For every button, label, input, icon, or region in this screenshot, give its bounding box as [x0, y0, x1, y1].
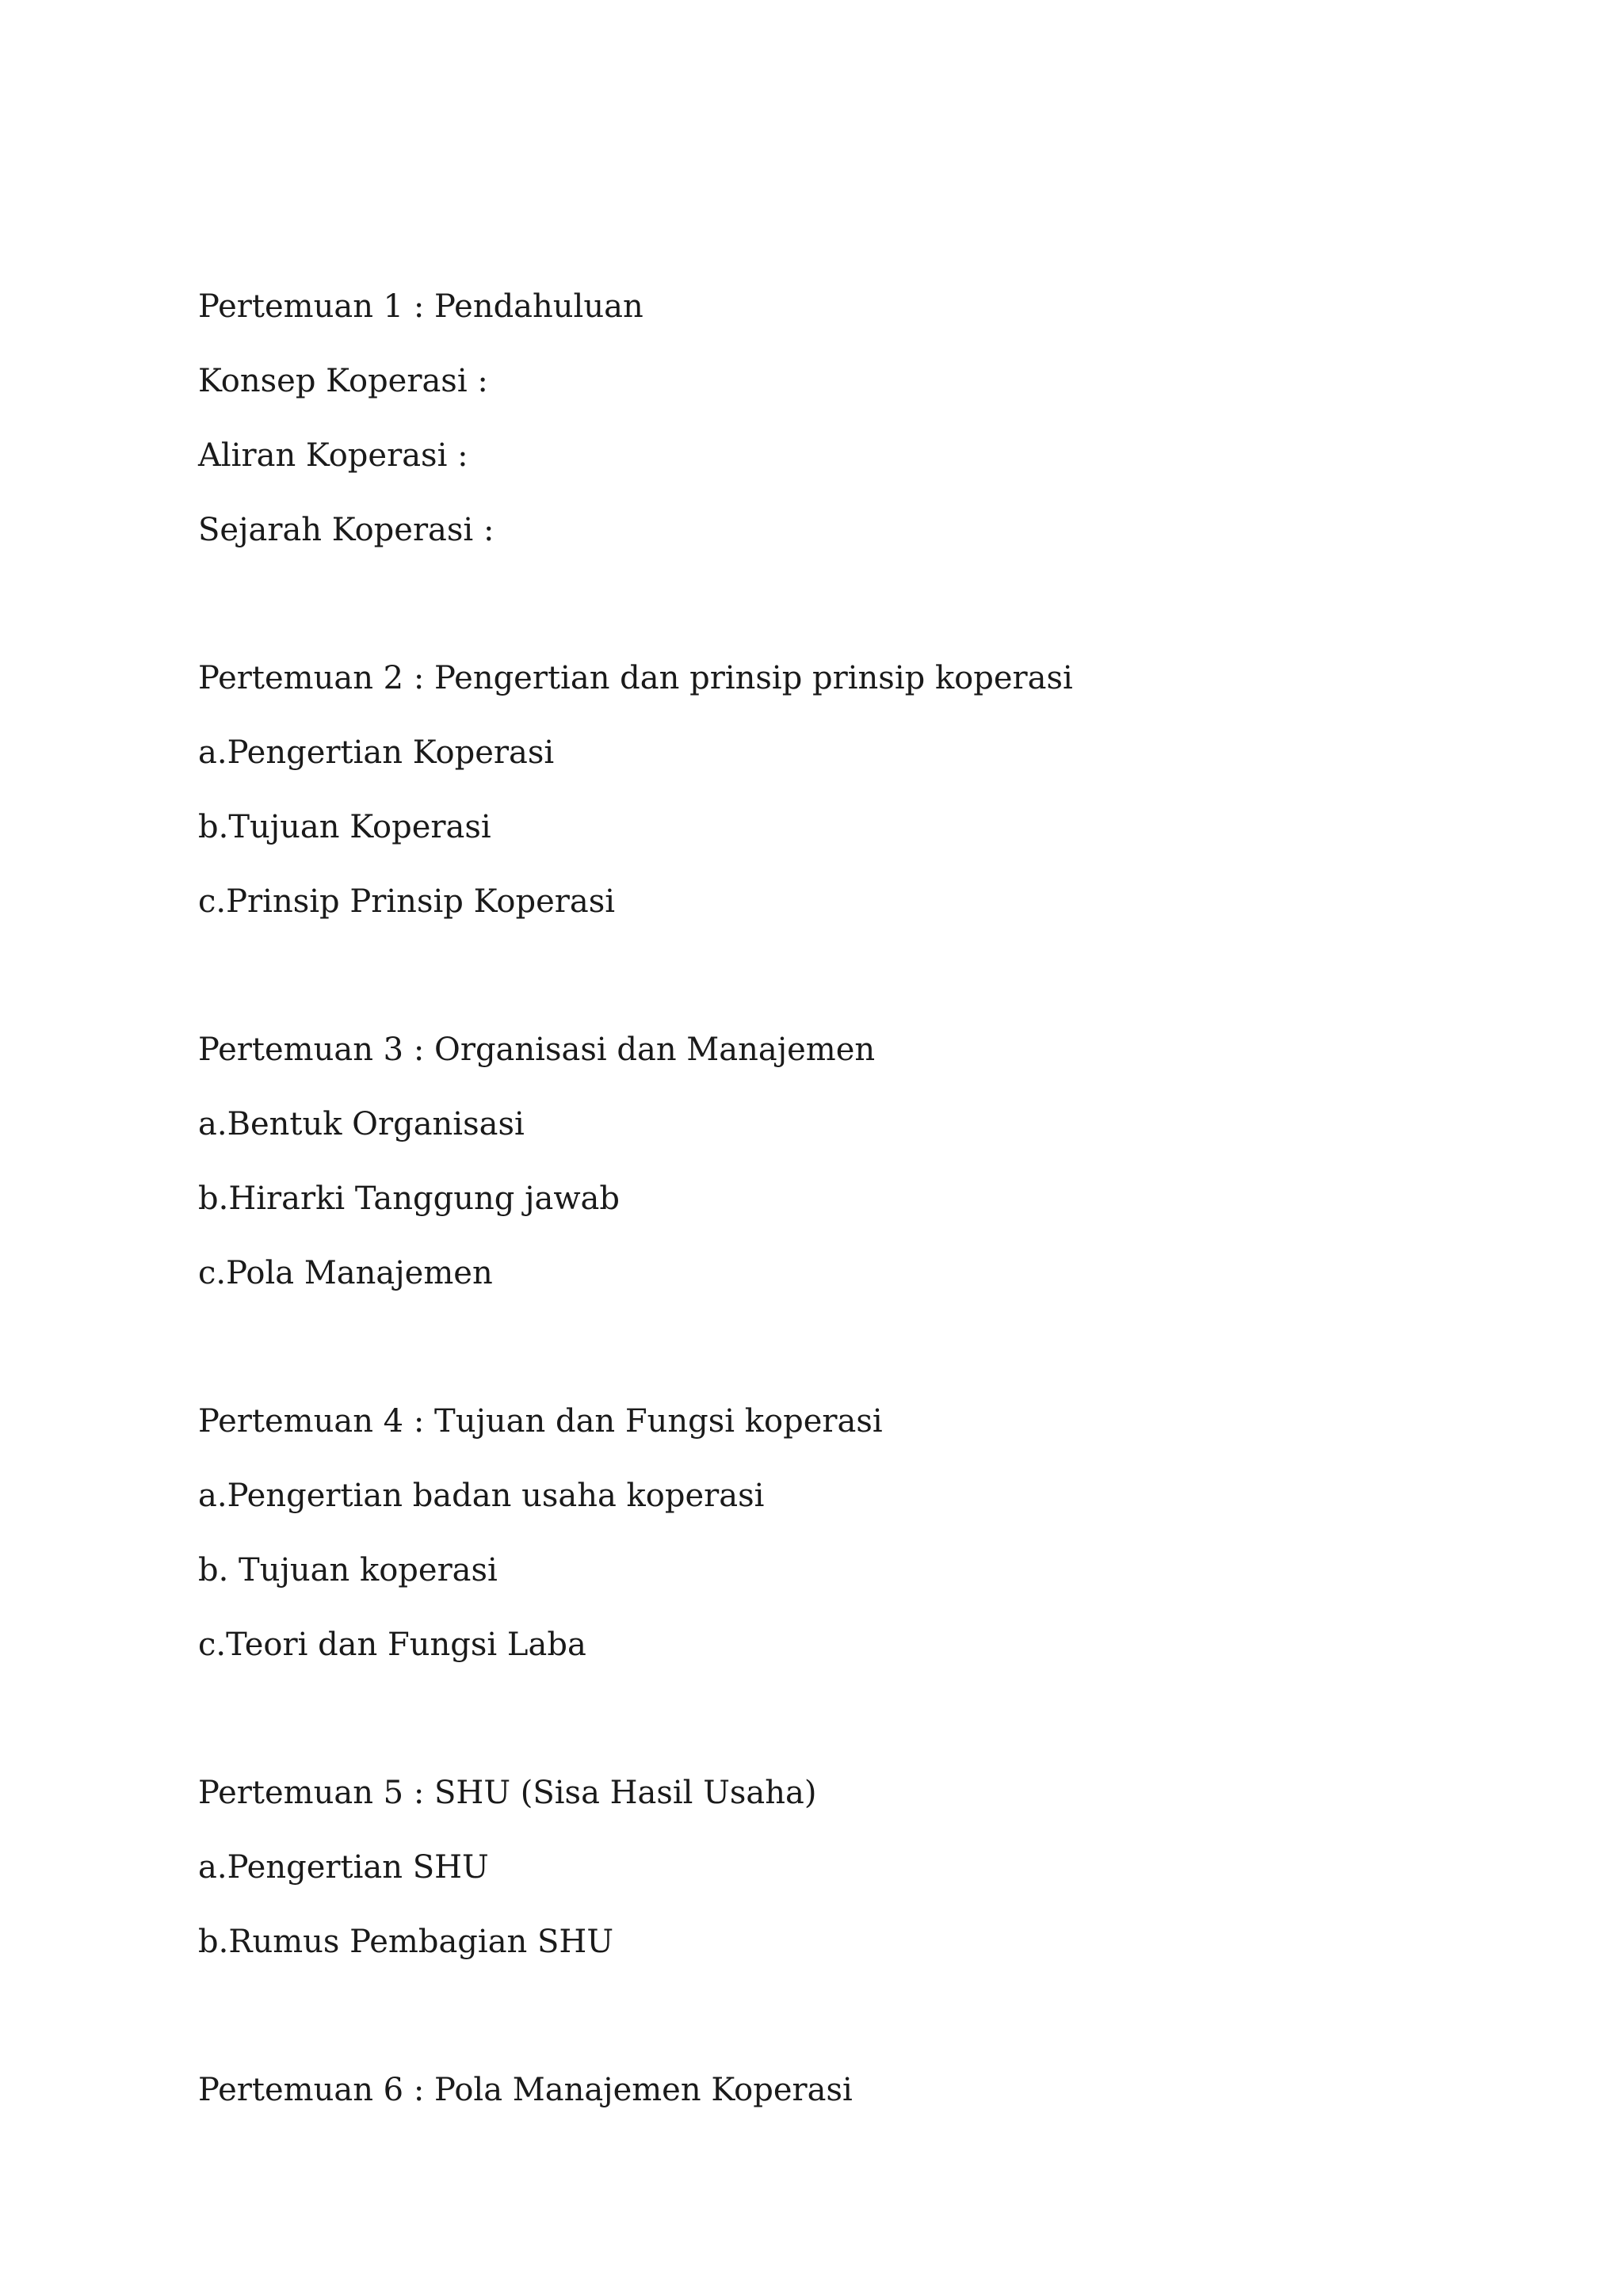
- section-item: Sejarah Koperasi :: [198, 512, 495, 548]
- section-item: b.Rumus Pembagian SHU: [198, 1924, 614, 1960]
- section-item: b.Hirarki Tanggung jawab: [198, 1180, 621, 1217]
- section-item: b. Tujuan koperasi: [198, 1552, 498, 1589]
- section-heading: Pertemuan 1 : Pendahuluan: [198, 288, 643, 325]
- section-item: a.Bentuk Organisasi: [198, 1106, 525, 1142]
- section-item: Aliran Koperasi :: [198, 437, 468, 474]
- section-item: b.Tujuan Koperasi: [198, 809, 491, 845]
- section-item: c.Pola Manajemen: [198, 1255, 493, 1291]
- section-heading: Pertemuan 2 : Pengertian dan prinsip prinsip koperasi: [198, 660, 1073, 696]
- section-pertemuan-6: [198, 2053, 1466, 2127]
- section-pertemuan-3: [198, 1013, 1466, 1310]
- section-heading: Pertemuan 3 : Organisasi dan Manajemen: [198, 1032, 876, 1068]
- section-item: c.Prinsip Prinsip Koperasi: [198, 883, 616, 920]
- section-heading: Pertemuan 4 : Tujuan dan Fungsi koperasi: [198, 1403, 883, 1440]
- section-item: a.Pengertian Koperasi: [198, 734, 555, 771]
- section-item: c.Teori dan Fungsi Laba: [198, 1627, 586, 1663]
- section-pertemuan-2: [198, 641, 1466, 939]
- section-item: a.Pengertian badan usaha koperasi: [198, 1478, 765, 1514]
- document-body: [198, 269, 1466, 2201]
- section-pertemuan-4: [198, 1384, 1466, 1682]
- section-item: Konsep Koperasi :: [198, 363, 488, 399]
- section-item: a.Pengertian SHU: [198, 1849, 489, 1886]
- section-pertemuan-5: [198, 1756, 1466, 1979]
- section-heading: Pertemuan 5 : SHU (Sisa Hasil Usaha): [198, 1775, 817, 1811]
- section-heading: Pertemuan 6 : Pola Manajemen Koperasi: [198, 2072, 853, 2108]
- section-pertemuan-1: [198, 269, 1466, 567]
